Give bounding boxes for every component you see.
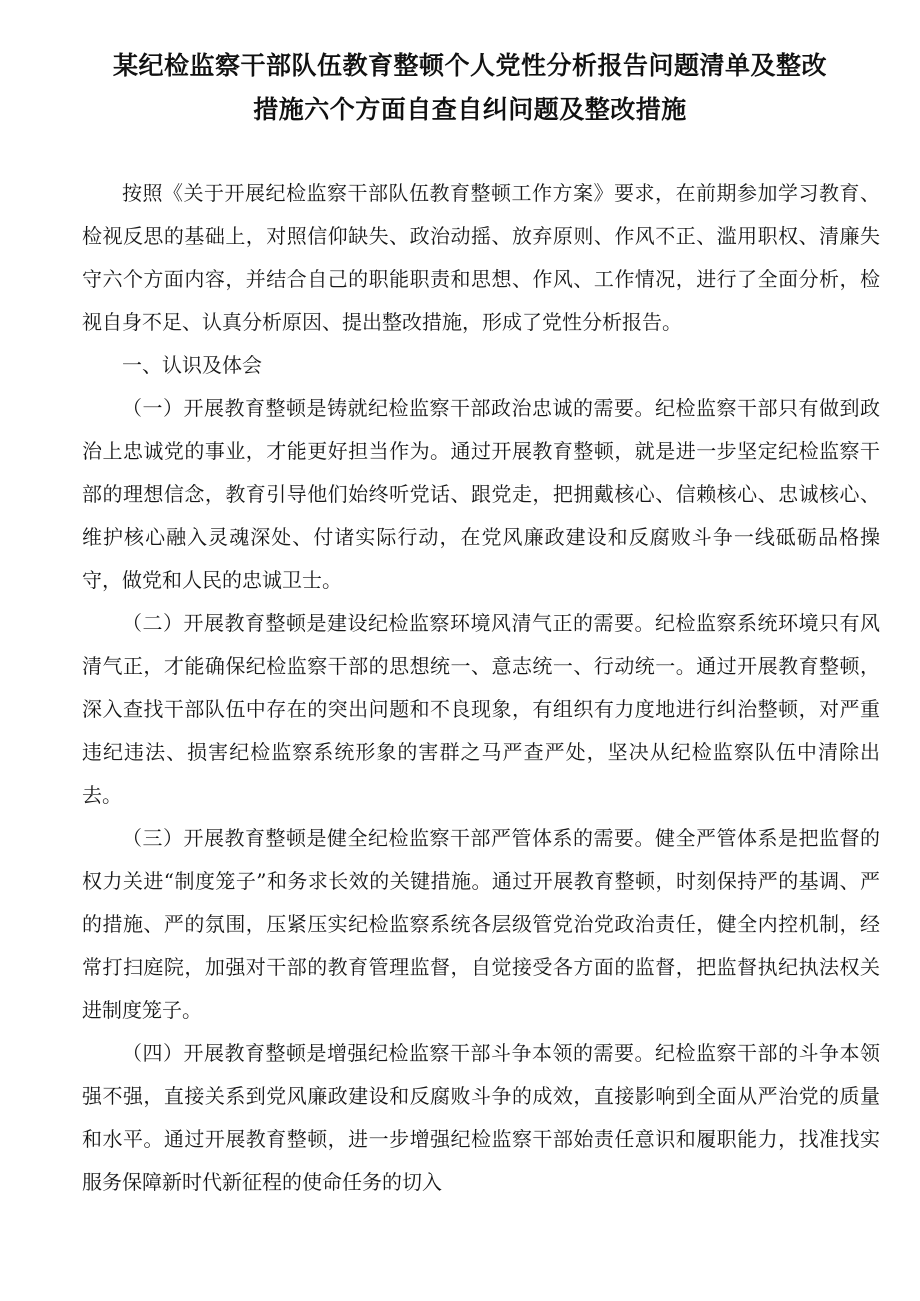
paragraph-4: （四）开展教育整顿是增强纪检监察干部斗争本领的需要。纪检监察干部的斗争本领强不强，直接关系到党风廉政建设和反腐败斗争的成效，直接影响到全面从严治党的质量和水平。通过开展教育整顿，进一步增强纪检监察干部始责任意识和履职能力，找准找实服务保障新时代新征程的使命任务的切入 bbox=[82, 1041, 880, 1194]
title-line-1: 某纪检监察干部队伍教育整顿个人党性分析报告问题清单及整改 bbox=[112, 51, 827, 80]
paragraph-3: （三）开展教育整顿是健全纪检监察干部严管体系的需要。健全严管体系是把监督的权力关进“制度笼子”和务求长效的关键措施。通过开展教育整顿，时刻保持严的基调、严的措施、严的氛围，压紧压实纪检监察系统各层级管党治党政治责任，健全内控机制，经常打扫庭院，加强对干部的教育管理监督，自觉接受各方面的监督，把监督执纪执法权关进制度笼子。 bbox=[82, 826, 880, 1022]
section-heading-1: 一、认识及体会 bbox=[122, 353, 262, 377]
paragraph-2: （二）开展教育整顿是建设纪检监察环境风清气正的需要。纪检监察系统环境只有风清气正，才能确保纪检监察干部的思想统一、意志统一、行动统一。通过开展教育整顿，深入查找干部队伍中存在的突出问题和不良现象，有组织有力度地进行纠治整顿，对严重违纪违法、损害纪检监察系统形象的害群之马严查严处，坚决从纪检监察队伍中清除出去。 bbox=[82, 611, 880, 807]
document-title bbox=[70, 44, 870, 132]
paragraph-1: （一）开展教育整顿是铸就纪检监察干部政治忠诚的需要。纪检监察干部只有做到政治上忠诚党的事业，才能更好担当作为。通过开展教育整顿，就是进一步坚定纪检监察干部的理想信念，教育引导他们始终听党话、跟党走，把拥戴核心、信赖核心、忠诚核心、维护核心融入灵魂深处、付诸实际行动，在党风廉政建设和反腐败斗争一线砥砺品格操守，做党和人民的忠诚卫士。 bbox=[82, 396, 880, 592]
document-body bbox=[82, 172, 880, 1204]
title-line-2: 措施六个方面自查自纠问题及整改措施 bbox=[253, 95, 687, 124]
intro-paragraph: 按照《关于开展纪检监察干部队伍教育整顿工作方案》要求，在前期参加学习教育、检视反思的基础上，对照信仰缺失、政治动摇、放弃原则、作风不正、滥用职权、清廉失守六个方面内容，并结合自己的职能职责和思想、作风、工作情况，进行了全面分析，检视自身不足、认真分析原因、提出整改措施，形成了党性分析报告。 bbox=[82, 181, 880, 334]
